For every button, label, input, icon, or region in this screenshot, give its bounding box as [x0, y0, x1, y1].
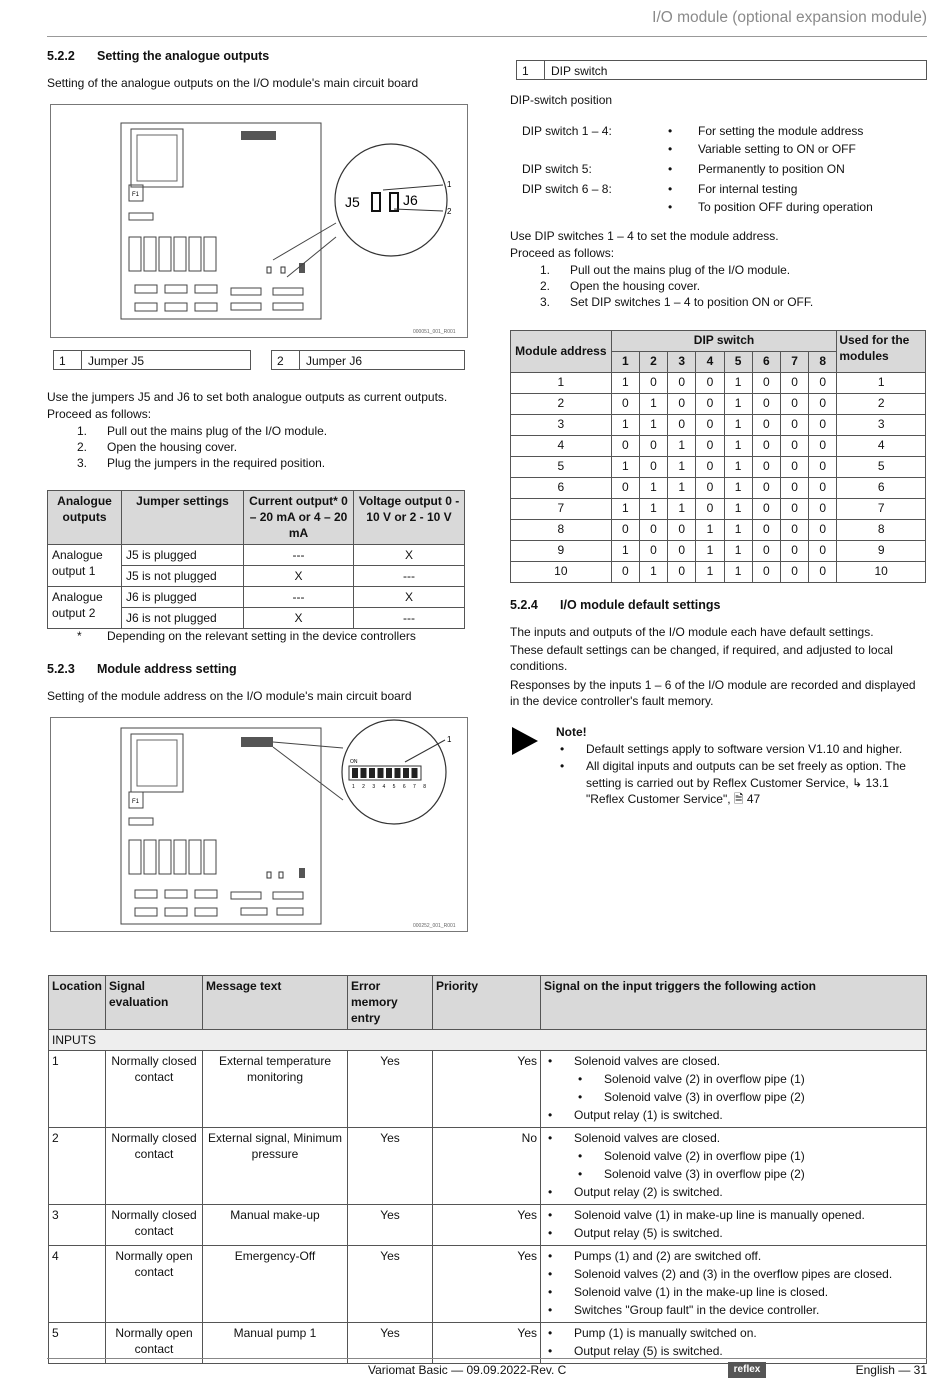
table-cell: 0: [809, 541, 837, 562]
table-row: [511, 373, 926, 394]
table-cell: 1: [724, 520, 752, 541]
table-cell: 1: [724, 373, 752, 394]
table-row: [511, 499, 926, 520]
svg-text:J6: J6: [403, 192, 418, 208]
table-row: J6 is not plugged X ---: [48, 608, 465, 629]
table-row: [511, 562, 926, 583]
table-row: [511, 394, 926, 415]
section-5-2-4-heading: 5.2.4 I/O module default settings: [510, 598, 721, 612]
table-cell: 0: [668, 520, 696, 541]
action-list-cell: [541, 1245, 927, 1322]
table-cell: 9: [837, 541, 926, 562]
table-cell: 1: [49, 1050, 106, 1127]
table-cell: 0: [809, 394, 837, 415]
table-cell: 1: [724, 394, 752, 415]
table-cell: 1: [696, 541, 724, 562]
table-cell: 1: [611, 457, 639, 478]
io-inputs-table: Location Signal evaluation Message text Error memory entry Priority Signal on the input triggers the following action INPUTS 1 Normally closed contact External temperature monitoring Yes Yes • Solenoid valves are closed. • Solenoid valve (2) in overflow pipe (1) • Solenoid valve (3) in overflow pipe (2) • Output relay (1) is switched. 2 Normally closed contact External signal, Minimum pressure Yes No • Solenoid valves are closed. • Solenoid valve (2) in overflow pipe (1) • Solenoid valve (3) in overflow pipe (2) • Output relay (2) is switched. 3 Normally closed contact Manual make-up Yes Yes • Solenoid valve (1) in make-up line is manually opened. • Output relay (5) is switched. 4 Normally open contact Emergency-Off Yes Yes • Pumps (1) and (2) are switched off. • Solenoid valves (2) and (3) in the overflow pipes are closed. • Solenoid valve (1) in the make-up line is closed. • Switches "Group fault" in the device controller. 5 Normally open contact Manual pump 1 Yes Yes • Pump (1) is manually switched on. • Output relay (5) is switched.: [48, 975, 927, 1364]
table-cell: 1: [611, 373, 639, 394]
table-cell: 1: [696, 520, 724, 541]
table-row: Analogue output 1 J5 is plugged --- X: [48, 544, 465, 565]
table-cell: Yes: [433, 1050, 541, 1127]
list-item: • Solenoid valve (2) in overflow pipe (1): [578, 1148, 805, 1163]
table-cell: 0: [809, 373, 837, 394]
svg-text:ON: ON: [350, 759, 358, 765]
table-cell: 0: [780, 394, 808, 415]
table-cell: 0: [752, 415, 780, 436]
section-5-2-4-body: The inputs and outputs of the I/O module each have default settings. These default settings can be changed, if required, and adjusted to local conditions. Responses by the inputs 1 – 6 of the I/O module are recorded and displayed in the device controller's fault memory.: [510, 625, 916, 708]
table-row: [49, 1204, 927, 1245]
svg-text:1: 1: [447, 735, 452, 744]
dip-column-header: 8: [809, 352, 837, 373]
legend-jumper-j6: 2 Jumper J6: [271, 350, 465, 370]
table-cell: Emergency-Off: [203, 1245, 348, 1322]
table-cell: Manual make-up: [203, 1204, 348, 1245]
table-cell: 1: [724, 478, 752, 499]
svg-text:1: 1: [447, 180, 452, 189]
table-cell: 6: [511, 478, 612, 499]
table-cell: 0: [639, 520, 667, 541]
table-cell: 1: [668, 478, 696, 499]
table-cell: 7: [837, 499, 926, 520]
table-cell: 0: [752, 373, 780, 394]
table-cell: 0: [780, 415, 808, 436]
table-cell: 0: [752, 394, 780, 415]
list-item: • Solenoid valve (3) in overflow pipe (2): [578, 1089, 805, 1104]
list-item: • Output relay (5) is switched.: [548, 1225, 723, 1240]
table-cell: 10: [837, 562, 926, 583]
table-cell: External signal, Minimum pressure: [203, 1127, 348, 1204]
note-box: Note! • Default settings apply to software version V1.10 and higher. • All digital inputs and outputs can be set freely as option. The setting is carried out by Reflex Customer Service, ↳ 13.1 "Reflex Customer Service", 🗎 47: [556, 725, 906, 806]
table-cell: 0: [780, 373, 808, 394]
table-cell: 1: [611, 541, 639, 562]
page-header-title: I/O module (optional expansion module): [652, 9, 927, 26]
table-cell: 0: [780, 478, 808, 499]
table-cell: 5: [837, 457, 926, 478]
header-divider: [47, 36, 927, 37]
list-item: • Solenoid valves are closed.: [548, 1053, 721, 1068]
table-cell: 0: [639, 373, 667, 394]
table-cell: 0: [780, 436, 808, 457]
table-cell: 0: [696, 436, 724, 457]
list-item: • Solenoid valve (2) in overflow pipe (1): [578, 1071, 805, 1086]
table-row: [511, 457, 926, 478]
table-cell: 0: [611, 436, 639, 457]
table-cell: No: [433, 1127, 541, 1204]
table-cell: 0: [696, 478, 724, 499]
list-item: • Output relay (5) is switched.: [548, 1343, 723, 1358]
table-cell: 1: [724, 541, 752, 562]
table-cell: 0: [668, 373, 696, 394]
table-row: [49, 1050, 927, 1127]
dip-column-header: 1: [611, 352, 639, 373]
list-item: • Solenoid valve (1) in make-up line is manually opened.: [548, 1207, 865, 1222]
table-cell: 1: [639, 394, 667, 415]
circuit-board-dip-image: [51, 718, 467, 931]
table-cell: 0: [752, 457, 780, 478]
table-cell: Normally open contact: [106, 1245, 203, 1322]
action-list-cell: [541, 1050, 927, 1127]
table-cell: 0: [639, 541, 667, 562]
section-5-2-2-heading: 5.2.2 Setting the analogue outputs: [47, 49, 270, 63]
inputs-section-row: INPUTS: [49, 1029, 927, 1050]
table-cell: External temperature monitoring: [203, 1050, 348, 1127]
table-cell: 0: [809, 478, 837, 499]
dip-column-header: 3: [668, 352, 696, 373]
table-cell: 3: [49, 1204, 106, 1245]
list-item: • Output relay (2) is switched.: [548, 1184, 723, 1199]
table-cell: 1: [724, 562, 752, 583]
table-cell: 0: [809, 499, 837, 520]
table-cell: 1: [724, 415, 752, 436]
list-item: • Pumps (1) and (2) are switched off.: [548, 1248, 762, 1263]
table-cell: 0: [696, 373, 724, 394]
table-cell: Manual pump 1: [203, 1322, 348, 1363]
table-cell: Yes: [348, 1245, 433, 1322]
table-cell: 0: [696, 457, 724, 478]
dip-switch-description: DIP switch 1 – 4: • For setting the module address • Variable setting to ON or OFF DIP switch 5: • Permanently to position ON DIP switch 6 – 8: • For internal testing • To position OFF during operation: [522, 124, 873, 214]
table-cell: Yes: [433, 1204, 541, 1245]
table-cell: 0: [611, 394, 639, 415]
table-cell: Yes: [348, 1050, 433, 1127]
dip-column-header: 7: [780, 352, 808, 373]
table-cell: 3: [837, 415, 926, 436]
table-row: [511, 478, 926, 499]
table-cell: 0: [752, 541, 780, 562]
table-cell: 1: [639, 415, 667, 436]
section-5-2-3-heading: 5.2.3 Module address setting: [47, 662, 237, 676]
list-item: 3. Set DIP switches 1 – 4 to position ON or OFF.: [540, 295, 814, 310]
footer-page-number: English — 31: [855, 1363, 927, 1377]
list-item: • Output relay (1) is switched.: [548, 1107, 723, 1122]
section-5-2-2-intro: Setting of the analogue outputs on the I/O module's main circuit board: [47, 76, 419, 90]
svg-text:F1: F1: [132, 192, 140, 198]
footer-document-id: Variomat Basic — 09.09.2022-Rev. C: [368, 1363, 567, 1377]
list-item: • Solenoid valve (3) in overflow pipe (2): [578, 1166, 805, 1181]
table-cell: 0: [696, 499, 724, 520]
dip-instructions: Use DIP switches 1 – 4 to set the module address. Proceed as follows: 1. Pull out the mains plug of the I/O module. 2. Open the housing cover. 3. Set DIP switches 1 – 4 to position ON or OFF.: [510, 228, 926, 310]
action-list-cell: [541, 1204, 927, 1245]
table-cell: 3: [511, 415, 612, 436]
module-address-dip-table: Module address DIP switch Used for the modules 1 2 3 4 5 6 7 8 1 1 0 0 0 1 0 0 0 1 2 0 1 0 0 1 0 0 0 2 3 1 1 0 0 1 0 0 0 3 4 0 0 1 0 1 0 0 0 4 5 1 0 1 0 1 0 0 0 5 6 0 1 1 0 1 0 0 0 6 7 1 1 1 0 1 0 0 0 7 8 0 0 0 1 1 0 0 0 8 9 1 0 0 1 1 0 0 0 9 10 0 1 0 1 1 0 0 0 10: [510, 330, 926, 583]
svg-text:J5: J5: [345, 194, 360, 210]
table-cell: 5: [49, 1322, 106, 1363]
table-cell: Normally closed contact: [106, 1127, 203, 1204]
list-item: • Solenoid valves are closed.: [548, 1130, 721, 1145]
list-item: • Solenoid valves (2) and (3) in the overflow pipes are closed.: [548, 1266, 893, 1281]
table-cell: 1: [611, 499, 639, 520]
table-row: J5 is not plugged X ---: [48, 565, 465, 586]
table-cell: 0: [752, 562, 780, 583]
table-footnote: * Depending on the relevant setting in the device controllers: [77, 629, 416, 643]
table-row: [511, 436, 926, 457]
table-cell: 0: [752, 478, 780, 499]
table-row: [511, 415, 926, 436]
svg-text:000051_001_R001: 000051_001_R001: [413, 329, 456, 335]
table-cell: 0: [611, 562, 639, 583]
table-cell: 6: [837, 478, 926, 499]
table-cell: 0: [668, 541, 696, 562]
dip-column-header: 5: [724, 352, 752, 373]
table-cell: Yes: [348, 1322, 433, 1363]
table-cell: 0: [780, 457, 808, 478]
svg-text:2: 2: [447, 207, 452, 216]
table-cell: Yes: [433, 1322, 541, 1363]
table-cell: 0: [809, 436, 837, 457]
action-list-cell: [541, 1127, 927, 1204]
table-cell: 4: [511, 436, 612, 457]
table-cell: 8: [837, 520, 926, 541]
list-item: 2. Open the housing cover.: [77, 440, 238, 455]
footer-divider: [47, 1358, 927, 1359]
table-cell: 8: [511, 520, 612, 541]
dip-column-header: 6: [752, 352, 780, 373]
table-cell: 1: [724, 457, 752, 478]
table-row: Analogue output 2 J6 is plugged --- X: [48, 586, 465, 607]
table-cell: 0: [780, 499, 808, 520]
table-cell: 0: [696, 394, 724, 415]
table-cell: 0: [696, 415, 724, 436]
table-cell: Normally closed contact: [106, 1204, 203, 1245]
legend-dip-switch: 1 DIP switch: [516, 60, 927, 80]
list-item: 3. Plug the jumpers in the required position.: [77, 456, 326, 471]
table-cell: Yes: [348, 1127, 433, 1204]
table-cell: 2: [49, 1127, 106, 1204]
table-cell: Normally closed contact: [106, 1050, 203, 1127]
table-cell: 0: [809, 457, 837, 478]
table-cell: 0: [752, 499, 780, 520]
dip-column-header: 4: [696, 352, 724, 373]
legend-jumper-j5: 1 Jumper J5: [53, 350, 251, 370]
list-item: 1. Pull out the mains plug of the I/O module.: [540, 263, 791, 278]
table-cell: 1: [668, 436, 696, 457]
table-cell: 1: [639, 562, 667, 583]
table-cell: 7: [511, 499, 612, 520]
table-row: [49, 1245, 927, 1322]
table-row: [511, 520, 926, 541]
table-cell: 0: [752, 520, 780, 541]
table-row: [49, 1127, 927, 1204]
svg-text:000252_001_R001: 000252_001_R001: [413, 923, 456, 929]
list-item: • Switches "Group fault" in the device controller.: [548, 1302, 820, 1317]
table-cell: 0: [780, 520, 808, 541]
circuit-board-jumpers-image: [51, 105, 467, 337]
figure-jumper-board: [50, 104, 468, 338]
table-cell: 0: [809, 520, 837, 541]
jumper-steps-list: [47, 423, 467, 471]
list-item: 1. Pull out the mains plug of the I/O module.: [77, 424, 328, 439]
table-cell: 4: [49, 1245, 106, 1322]
table-cell: 2: [837, 394, 926, 415]
table-cell: 0: [668, 562, 696, 583]
list-item: • Pump (1) is manually switched on.: [548, 1325, 757, 1340]
note-arrow-icon: [512, 727, 538, 755]
dip-steps-list: [510, 262, 926, 310]
svg-text:1 2 3 4 5 6 7 8: 1 2 3 4 5 6 7 8: [352, 784, 429, 790]
table-cell: 0: [639, 457, 667, 478]
table-cell: 0: [668, 415, 696, 436]
table-cell: 1: [511, 373, 612, 394]
table-cell: Yes: [433, 1245, 541, 1322]
section-5-2-3-intro: Setting of the module address on the I/O module's main circuit board: [47, 689, 412, 703]
table-cell: 1: [611, 415, 639, 436]
figure-dip-switch-board: [50, 717, 468, 932]
table-cell: 0: [639, 436, 667, 457]
table-cell: 10: [511, 562, 612, 583]
table-cell: 0: [611, 478, 639, 499]
dip-switch-position-title: DIP-switch position: [510, 93, 613, 107]
table-cell: 0: [611, 520, 639, 541]
table-cell: 4: [837, 436, 926, 457]
table-row: [511, 541, 926, 562]
table-cell: 1: [639, 499, 667, 520]
dip-column-header: 2: [639, 352, 667, 373]
table-cell: 1: [668, 499, 696, 520]
table-cell: 0: [809, 562, 837, 583]
list-item: 2. Open the housing cover.: [540, 279, 701, 294]
table-cell: 0: [780, 562, 808, 583]
table-cell: 9: [511, 541, 612, 562]
table-cell: 2: [511, 394, 612, 415]
table-cell: 1: [724, 436, 752, 457]
analogue-outputs-table: Analogue outputs Jumper settings Current output* 0 – 20 mA or 4 – 20 mA Voltage output 0 - 10 V or 2 - 10 V Analogue output 1 J5 is plugged --- X J5 is not plugged X --- Analogue output 2 J6 is plugged --- X J6 is not plugged X ---: [47, 490, 465, 629]
table-cell: 0: [809, 415, 837, 436]
list-item: • Solenoid valve (1) in the make-up line is closed.: [548, 1284, 829, 1299]
table-cell: 0: [752, 436, 780, 457]
svg-text:F1: F1: [132, 799, 140, 805]
table-cell: 1: [639, 478, 667, 499]
table-cell: 0: [668, 394, 696, 415]
table-cell: Normally open contact: [106, 1322, 203, 1363]
table-cell: Yes: [348, 1204, 433, 1245]
jumper-instructions: Use the jumpers J5 and J6 to set both analogue outputs as current outputs. Proceed as follows: 1. Pull out the mains plug of the I/O module. 2. Open the housing cover. 3. Plug the jumpers in the required position.: [47, 389, 467, 471]
table-cell: 1: [837, 373, 926, 394]
table-cell: 0: [780, 541, 808, 562]
table-cell: 1: [668, 457, 696, 478]
reflex-logo: reflex: [728, 1362, 766, 1378]
table-cell: 1: [724, 499, 752, 520]
table-cell: 5: [511, 457, 612, 478]
table-cell: 1: [696, 562, 724, 583]
